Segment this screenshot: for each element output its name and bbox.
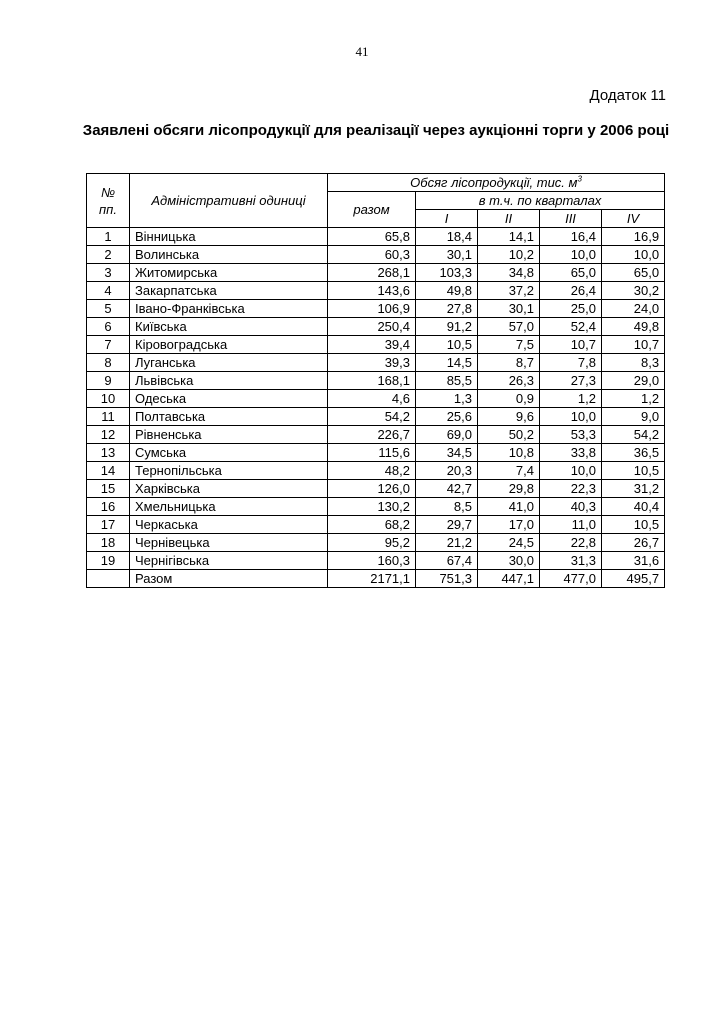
header-volume-sup: 3 bbox=[577, 174, 582, 184]
cell-q2: 50,2 bbox=[478, 426, 540, 444]
table-row bbox=[87, 336, 665, 354]
table-row bbox=[87, 426, 665, 444]
cell-q1: 69,0 bbox=[416, 426, 478, 444]
cell-name: Кіровоградська bbox=[130, 336, 328, 354]
cell-num: 9 bbox=[87, 372, 130, 390]
cell-q1: 18,4 bbox=[416, 228, 478, 246]
cell-q3: 11,0 bbox=[540, 516, 602, 534]
cell-q2: 10,2 bbox=[478, 246, 540, 264]
table-row bbox=[87, 462, 665, 480]
cell-q2: 17,0 bbox=[478, 516, 540, 534]
table-row bbox=[87, 264, 665, 282]
cell-q1: 34,5 bbox=[416, 444, 478, 462]
cell-q4: 36,5 bbox=[602, 444, 665, 462]
cell-total: 95,2 bbox=[328, 534, 416, 552]
cell-q1: 67,4 bbox=[416, 552, 478, 570]
cell-total: 39,4 bbox=[328, 336, 416, 354]
cell-q1: 10,5 bbox=[416, 336, 478, 354]
appendix-label: Додаток 11 bbox=[589, 87, 666, 104]
cell-num: 16 bbox=[87, 498, 130, 516]
cell-q3: 31,3 bbox=[540, 552, 602, 570]
table-row bbox=[87, 552, 665, 570]
cell-q2: 7,4 bbox=[478, 462, 540, 480]
page-number: 41 bbox=[355, 44, 369, 59]
total-cell-total: 2171,1 bbox=[328, 570, 416, 588]
header-quarter-1: I bbox=[416, 210, 478, 228]
cell-q3: 22,3 bbox=[540, 480, 602, 498]
cell-name: Волинська bbox=[130, 246, 328, 264]
table-row bbox=[87, 246, 665, 264]
cell-num: 12 bbox=[87, 426, 130, 444]
cell-q2: 29,8 bbox=[478, 480, 540, 498]
cell-q2: 30,0 bbox=[478, 552, 540, 570]
cell-q2: 34,8 bbox=[478, 264, 540, 282]
table-row bbox=[87, 300, 665, 318]
cell-q3: 10,0 bbox=[540, 462, 602, 480]
cell-name: Чернівецька bbox=[130, 534, 328, 552]
cell-q4: 31,2 bbox=[602, 480, 665, 498]
header-volume bbox=[328, 174, 665, 192]
cell-q1: 29,7 bbox=[416, 516, 478, 534]
cell-total: 226,7 bbox=[328, 426, 416, 444]
cell-q3: 10,7 bbox=[540, 336, 602, 354]
cell-q3: 7,8 bbox=[540, 354, 602, 372]
cell-q1: 25,6 bbox=[416, 408, 478, 426]
header-number-line1: № bbox=[100, 184, 116, 200]
header-admin-units: Адміністративні одиниці bbox=[130, 174, 328, 228]
cell-total: 250,4 bbox=[328, 318, 416, 336]
cell-total: 160,3 bbox=[328, 552, 416, 570]
header-quarter-3: III bbox=[540, 210, 602, 228]
cell-num bbox=[87, 570, 130, 588]
cell-total: 115,6 bbox=[328, 444, 416, 462]
header-volume-text: Обсяг лісопродукції, тис. м bbox=[410, 175, 578, 190]
header-by-quarter: в т.ч. по кварталах bbox=[416, 192, 665, 210]
total-cell-q3: 477,0 bbox=[540, 570, 602, 588]
cell-num: 1 bbox=[87, 228, 130, 246]
cell-total: 54,2 bbox=[328, 408, 416, 426]
cell-q3: 65,0 bbox=[540, 264, 602, 282]
cell-num: 8 bbox=[87, 354, 130, 372]
cell-name: Вінницька bbox=[130, 228, 328, 246]
total-cell-q1: 751,3 bbox=[416, 570, 478, 588]
cell-name: Черкаська bbox=[130, 516, 328, 534]
header-total: разом bbox=[328, 192, 416, 228]
table-row bbox=[87, 516, 665, 534]
cell-total: 65,8 bbox=[328, 228, 416, 246]
cell-name: Житомирська bbox=[130, 264, 328, 282]
cell-num: 5 bbox=[87, 300, 130, 318]
cell-total: 106,9 bbox=[328, 300, 416, 318]
cell-total: 39,3 bbox=[328, 354, 416, 372]
cell-q1: 14,5 bbox=[416, 354, 478, 372]
cell-num: 10 bbox=[87, 390, 130, 408]
cell-num: 11 bbox=[87, 408, 130, 426]
cell-num: 4 bbox=[87, 282, 130, 300]
header-quarter-2: II bbox=[478, 210, 540, 228]
forest-products-table bbox=[86, 173, 665, 588]
cell-q1: 20,3 bbox=[416, 462, 478, 480]
cell-name: Київська bbox=[130, 318, 328, 336]
header-quarter-4: IV bbox=[602, 210, 665, 228]
cell-num: 18 bbox=[87, 534, 130, 552]
table-row bbox=[87, 390, 665, 408]
cell-name: Сумська bbox=[130, 444, 328, 462]
cell-q3: 16,4 bbox=[540, 228, 602, 246]
cell-q2: 14,1 bbox=[478, 228, 540, 246]
cell-total: 143,6 bbox=[328, 282, 416, 300]
cell-q4: 54,2 bbox=[602, 426, 665, 444]
cell-name: Одеська bbox=[130, 390, 328, 408]
cell-q4: 31,6 bbox=[602, 552, 665, 570]
cell-q1: 42,7 bbox=[416, 480, 478, 498]
cell-name: Тернопільська bbox=[130, 462, 328, 480]
cell-name: Івано-Франківська bbox=[130, 300, 328, 318]
cell-num: 13 bbox=[87, 444, 130, 462]
cell-name: Рівненська bbox=[130, 426, 328, 444]
cell-total: 68,2 bbox=[328, 516, 416, 534]
table-row bbox=[87, 498, 665, 516]
cell-q2: 9,6 bbox=[478, 408, 540, 426]
cell-num: 19 bbox=[87, 552, 130, 570]
cell-name: Хмельницька bbox=[130, 498, 328, 516]
cell-name: Полтавська bbox=[130, 408, 328, 426]
cell-q4: 1,2 bbox=[602, 390, 665, 408]
table-row bbox=[87, 228, 665, 246]
cell-num: 6 bbox=[87, 318, 130, 336]
table-row bbox=[87, 534, 665, 552]
cell-q2: 37,2 bbox=[478, 282, 540, 300]
total-row bbox=[87, 570, 665, 588]
cell-num: 7 bbox=[87, 336, 130, 354]
cell-q1: 1,3 bbox=[416, 390, 478, 408]
cell-q4: 29,0 bbox=[602, 372, 665, 390]
cell-total: 4,6 bbox=[328, 390, 416, 408]
cell-q4: 30,2 bbox=[602, 282, 665, 300]
cell-num: 14 bbox=[87, 462, 130, 480]
cell-q1: 21,2 bbox=[416, 534, 478, 552]
cell-q3: 52,4 bbox=[540, 318, 602, 336]
cell-q1: 30,1 bbox=[416, 246, 478, 264]
cell-q4: 9,0 bbox=[602, 408, 665, 426]
cell-q1: 103,3 bbox=[416, 264, 478, 282]
total-cell-name: Разом bbox=[130, 570, 328, 588]
table-row bbox=[87, 444, 665, 462]
table-row bbox=[87, 372, 665, 390]
cell-q3: 26,4 bbox=[540, 282, 602, 300]
cell-name: Харківська bbox=[130, 480, 328, 498]
cell-q1: 27,8 bbox=[416, 300, 478, 318]
cell-q3: 10,0 bbox=[540, 408, 602, 426]
cell-q1: 49,8 bbox=[416, 282, 478, 300]
table-row bbox=[87, 318, 665, 336]
cell-q4: 16,9 bbox=[602, 228, 665, 246]
total-cell-q4: 495,7 bbox=[602, 570, 665, 588]
cell-q4: 40,4 bbox=[602, 498, 665, 516]
table-row bbox=[87, 354, 665, 372]
table-row bbox=[87, 480, 665, 498]
cell-total: 268,1 bbox=[328, 264, 416, 282]
cell-q4: 10,5 bbox=[602, 462, 665, 480]
cell-q3: 10,0 bbox=[540, 246, 602, 264]
cell-q4: 65,0 bbox=[602, 264, 665, 282]
cell-q4: 8,3 bbox=[602, 354, 665, 372]
cell-q4: 26,7 bbox=[602, 534, 665, 552]
cell-q2: 30,1 bbox=[478, 300, 540, 318]
cell-num: 3 bbox=[87, 264, 130, 282]
cell-total: 48,2 bbox=[328, 462, 416, 480]
cell-num: 2 bbox=[87, 246, 130, 264]
cell-q4: 10,5 bbox=[602, 516, 665, 534]
cell-total: 60,3 bbox=[328, 246, 416, 264]
cell-q4: 49,8 bbox=[602, 318, 665, 336]
cell-q2: 41,0 bbox=[478, 498, 540, 516]
cell-name: Закарпатська bbox=[130, 282, 328, 300]
cell-q2: 24,5 bbox=[478, 534, 540, 552]
cell-q2: 57,0 bbox=[478, 318, 540, 336]
cell-q4: 10,0 bbox=[602, 246, 665, 264]
cell-name: Луганська bbox=[130, 354, 328, 372]
header-number bbox=[87, 174, 130, 228]
cell-q3: 40,3 bbox=[540, 498, 602, 516]
cell-q1: 8,5 bbox=[416, 498, 478, 516]
cell-q4: 10,7 bbox=[602, 336, 665, 354]
cell-q2: 7,5 bbox=[478, 336, 540, 354]
cell-name: Чернігівська bbox=[130, 552, 328, 570]
cell-q3: 22,8 bbox=[540, 534, 602, 552]
table-row bbox=[87, 282, 665, 300]
cell-num: 15 bbox=[87, 480, 130, 498]
cell-q2: 0,9 bbox=[478, 390, 540, 408]
document-title: Заявлені обсяги лісопродукції для реалізації через аукціонні торги у 2006 році bbox=[82, 122, 670, 139]
total-cell-q2: 447,1 bbox=[478, 570, 540, 588]
cell-q1: 85,5 bbox=[416, 372, 478, 390]
cell-q3: 1,2 bbox=[540, 390, 602, 408]
cell-total: 130,2 bbox=[328, 498, 416, 516]
cell-q2: 10,8 bbox=[478, 444, 540, 462]
table-body bbox=[87, 228, 665, 588]
cell-q4: 24,0 bbox=[602, 300, 665, 318]
cell-q3: 53,3 bbox=[540, 426, 602, 444]
cell-q3: 27,3 bbox=[540, 372, 602, 390]
cell-q3: 33,8 bbox=[540, 444, 602, 462]
cell-num: 17 bbox=[87, 516, 130, 534]
cell-q3: 25,0 bbox=[540, 300, 602, 318]
cell-total: 168,1 bbox=[328, 372, 416, 390]
cell-q2: 8,7 bbox=[478, 354, 540, 372]
header-number-line2: пп. bbox=[99, 201, 117, 217]
cell-total: 126,0 bbox=[328, 480, 416, 498]
table-row bbox=[87, 408, 665, 426]
cell-name: Львівська bbox=[130, 372, 328, 390]
cell-q1: 91,2 bbox=[416, 318, 478, 336]
cell-q2: 26,3 bbox=[478, 372, 540, 390]
